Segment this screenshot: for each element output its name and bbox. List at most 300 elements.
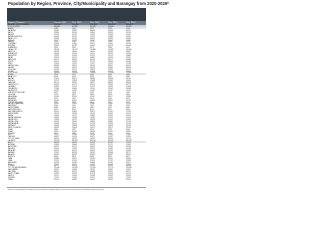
column-header: Census 2020 bbox=[54, 21, 67, 24]
row-value: 8,285 bbox=[126, 77, 130, 79]
row-name: SUDIPEN bbox=[8, 178, 15, 180]
row-value: 64,280 bbox=[90, 166, 95, 168]
row-value: 41,084 bbox=[54, 119, 59, 121]
row-value: 128,383 bbox=[126, 168, 132, 170]
row-name: DUMALNEG bbox=[8, 48, 17, 50]
row-value: 11,605 bbox=[90, 104, 95, 106]
row-value: 8,157 bbox=[108, 110, 112, 112]
row-value: 33,164 bbox=[72, 32, 77, 34]
row-value: 62,445 bbox=[108, 85, 113, 87]
row-value: 30,721 bbox=[108, 59, 113, 61]
row-value: 12,900 bbox=[72, 44, 77, 46]
row-value: 10,394 bbox=[126, 40, 131, 42]
row-value: 33,061 bbox=[90, 180, 95, 181]
row-value: 17,421 bbox=[72, 63, 77, 65]
row-name: CANDON CITY bbox=[8, 85, 19, 87]
row-value: 39,527 bbox=[72, 65, 77, 67]
row-name: CURRIMAO bbox=[8, 44, 17, 46]
row-value: 13,286 bbox=[72, 114, 77, 116]
row-value: 84,469 bbox=[54, 154, 59, 156]
row-value: 5,076 bbox=[54, 92, 58, 94]
column-header: Proj. 2021 bbox=[72, 21, 82, 24]
row-name: CITY OF SAN FERNANDO bbox=[8, 168, 27, 170]
row-value: 26,824 bbox=[72, 112, 77, 114]
row-value: 5,167 bbox=[126, 133, 130, 135]
row-value: 7,460 bbox=[54, 106, 58, 108]
row-value: 38,792 bbox=[126, 79, 131, 81]
row-value: 33,345 bbox=[90, 32, 95, 34]
row-value: 26,360 bbox=[108, 67, 113, 69]
row-value: 39,254 bbox=[54, 172, 59, 174]
row-value: 34,227 bbox=[126, 30, 131, 32]
row-value: 7,623 bbox=[126, 106, 130, 108]
row-value: 25,573 bbox=[90, 56, 95, 57]
row-value: 622,900 bbox=[126, 26, 132, 28]
row-value: 19,683 bbox=[72, 170, 77, 172]
row-value: 1,775 bbox=[90, 42, 94, 44]
row-name: ROSARIO bbox=[8, 166, 16, 168]
row-value: 15,150 bbox=[126, 118, 131, 119]
row-value: 7,371 bbox=[72, 75, 76, 77]
row-value: 3,389 bbox=[108, 48, 112, 50]
row-value: 616,330 bbox=[90, 26, 96, 28]
row-value: 34,623 bbox=[108, 71, 113, 73]
row-name: ILOCOS SUR bbox=[8, 73, 18, 75]
row-value: 27,259 bbox=[126, 112, 131, 114]
row-value: 3,029 bbox=[108, 129, 112, 131]
row-value: 55,484 bbox=[54, 38, 59, 40]
row-value: 10,210 bbox=[108, 54, 113, 56]
row-value: 14,990 bbox=[90, 118, 95, 119]
row-name: TAGUDIN bbox=[8, 137, 15, 139]
row-value: 1,785 bbox=[108, 42, 112, 44]
row-value: 29,214 bbox=[90, 127, 95, 129]
row-value: 21,346 bbox=[108, 164, 113, 166]
row-value: 5,416 bbox=[90, 98, 94, 100]
row-value: 14,452 bbox=[54, 149, 59, 150]
row-value: 14,690 bbox=[108, 149, 113, 150]
row-value: 50,660 bbox=[72, 145, 77, 147]
row-value: 8,025 bbox=[54, 110, 58, 112]
row-name: BALAOAN bbox=[8, 150, 16, 152]
row-value: 19,916 bbox=[90, 125, 95, 127]
row-value: 7,542 bbox=[90, 106, 94, 108]
row-value: 20,467 bbox=[126, 36, 131, 38]
row-value: 3,045 bbox=[126, 129, 130, 131]
row-value: 713,815 bbox=[90, 73, 96, 75]
row-name: NUEVA ERA bbox=[8, 54, 17, 56]
row-value: 34,805 bbox=[126, 71, 131, 73]
row-value: 32,133 bbox=[126, 123, 131, 125]
row-value: 38,387 bbox=[72, 83, 77, 85]
row-value: 14,112 bbox=[54, 176, 59, 178]
row-value: 40,922 bbox=[54, 137, 59, 139]
row-value: 41,375 bbox=[90, 137, 95, 139]
row-value: 9,487 bbox=[126, 108, 130, 110]
row-value: 709,935 bbox=[72, 73, 78, 75]
row-value: 26,697 bbox=[72, 121, 77, 123]
row-value: 31,794 bbox=[90, 123, 95, 125]
row-value: 40,781 bbox=[108, 150, 113, 152]
row-value: 11,119 bbox=[108, 90, 113, 92]
row-value: 54,824 bbox=[108, 139, 113, 141]
row-value: 54,235 bbox=[72, 139, 77, 141]
row-value: 55,181 bbox=[108, 162, 113, 164]
column-header: Proj. 2023 bbox=[108, 21, 118, 24]
row-value: 38,804 bbox=[108, 83, 113, 85]
row-value: 5,383,904 bbox=[90, 25, 97, 26]
row-value: 54,588 bbox=[72, 162, 77, 164]
row-value: 15,019 bbox=[54, 34, 59, 36]
row-value: 14,772 bbox=[72, 116, 77, 118]
row-value: 13,502 bbox=[126, 114, 131, 116]
row-value: 37,119 bbox=[54, 160, 59, 162]
row-value: 12,215 bbox=[54, 135, 59, 137]
row-value: 31,446 bbox=[54, 123, 59, 125]
row-name: TUBAO bbox=[8, 180, 14, 181]
row-value: 7,490 bbox=[126, 75, 130, 77]
row-value: 37,529 bbox=[90, 160, 95, 162]
row-value: 612,980 bbox=[72, 26, 78, 28]
row-value: 41,538 bbox=[90, 119, 95, 121]
row-value: 13,431 bbox=[108, 114, 113, 116]
row-value: 20,990 bbox=[54, 87, 59, 88]
row-value: 23,138 bbox=[90, 158, 95, 160]
row-value: 10,044 bbox=[54, 54, 59, 56]
row-value: 32,700 bbox=[54, 180, 59, 181]
row-value: 22,600 bbox=[72, 61, 77, 63]
row-value: 66,395 bbox=[72, 143, 77, 145]
row-value: 67,116 bbox=[108, 143, 113, 145]
row-value: 13,359 bbox=[90, 114, 95, 116]
row-value: 66,028 bbox=[54, 143, 59, 145]
row-value: 5,425,108 bbox=[108, 25, 115, 26]
row-value: 37,930 bbox=[126, 160, 131, 162]
row-value: 55,113 bbox=[126, 139, 131, 141]
row-name: SANTO DOMINGO bbox=[8, 127, 22, 129]
row-value: 41,597 bbox=[108, 137, 113, 139]
row-value: 14,268 bbox=[90, 176, 95, 178]
row-name: BADOC bbox=[8, 32, 14, 34]
row-value: 5,057 bbox=[54, 133, 58, 135]
row-value: 24,845 bbox=[90, 57, 95, 59]
row-value: 609,588 bbox=[54, 26, 60, 28]
row-value: 11,542 bbox=[72, 104, 77, 106]
row-value: 23,012 bbox=[72, 158, 77, 160]
row-value: 14,612 bbox=[90, 149, 95, 150]
row-value: 114,090 bbox=[126, 50, 132, 52]
row-value: 39,565 bbox=[54, 46, 59, 48]
row-value: 31,843 bbox=[126, 96, 131, 98]
row-value: 39,688 bbox=[90, 172, 95, 174]
row-value: 2,223 bbox=[108, 28, 112, 30]
row-value: 63,930 bbox=[72, 166, 77, 168]
row-value: 54,886 bbox=[90, 162, 95, 164]
row-value: 44,775 bbox=[72, 147, 77, 149]
row-value: 619,640 bbox=[108, 26, 114, 28]
row-value: 3,334 bbox=[54, 48, 58, 50]
row-value: 40,111 bbox=[126, 172, 131, 174]
row-value: 17,262 bbox=[72, 178, 77, 180]
row-value: 5,113 bbox=[90, 133, 94, 135]
row-name: ALILEM bbox=[8, 75, 14, 77]
row-value: 18,242 bbox=[108, 88, 113, 90]
row-name: LAOAG CITY bbox=[8, 50, 18, 52]
row-value: 14,908 bbox=[72, 118, 77, 119]
row-value: 39,472 bbox=[72, 172, 77, 174]
row-value: 38,771 bbox=[126, 152, 131, 154]
row-value: 56,399 bbox=[108, 38, 113, 40]
row-value: 26,676 bbox=[54, 112, 59, 114]
row-value: 15,347 bbox=[126, 34, 131, 36]
row-value: 40,429 bbox=[126, 46, 131, 48]
row-value: 9,399 bbox=[72, 102, 76, 104]
row-value: 64,625 bbox=[108, 166, 113, 168]
row-value: 26,357 bbox=[54, 131, 59, 133]
document-title: Population by Region, Province, City/Municipality and Barangay from 2020-2025* bbox=[8, 1, 169, 6]
row-value: 32,980 bbox=[54, 32, 59, 34]
row-value: 30,556 bbox=[90, 59, 95, 61]
row-value: 10,939 bbox=[54, 90, 59, 92]
row-value: 4,900 bbox=[126, 94, 130, 96]
row-name: BURGOS bbox=[8, 40, 15, 42]
row-value: 39,957 bbox=[108, 65, 113, 67]
row-value: 41,761 bbox=[108, 119, 113, 121]
row-value: 9,387 bbox=[90, 108, 94, 110]
row-value: 21,222 bbox=[90, 87, 95, 88]
row-value: 9,336 bbox=[72, 108, 76, 110]
row-value: 9,501 bbox=[108, 102, 112, 104]
row-value: 40,996 bbox=[126, 150, 131, 152]
row-value: 66,758 bbox=[90, 143, 95, 145]
row-value: 26,648 bbox=[90, 131, 95, 133]
row-name: SANTA CATALINA bbox=[8, 118, 21, 119]
row-value: 40,343 bbox=[72, 150, 77, 152]
row-name: AGOO bbox=[8, 143, 13, 145]
row-value: 14,768 bbox=[126, 149, 131, 150]
row-value: 26,791 bbox=[108, 131, 113, 133]
row-value: 10,263 bbox=[126, 54, 131, 56]
row-name: BURGOS bbox=[8, 156, 15, 158]
row-value: 8,153 bbox=[72, 77, 76, 79]
row-value: 41,981 bbox=[126, 119, 131, 121]
row-name: ADAMS bbox=[8, 28, 14, 30]
row-value: 31,507 bbox=[90, 96, 95, 98]
row-name: CABA bbox=[8, 158, 13, 160]
row-value: 15,185 bbox=[90, 34, 95, 36]
row-value: 31,621 bbox=[72, 123, 77, 125]
row-value: 12,283 bbox=[72, 135, 77, 137]
row-value: 21,336 bbox=[108, 87, 113, 88]
row-value: 3,371 bbox=[90, 48, 94, 50]
row-value: 835,910 bbox=[108, 141, 114, 143]
row-value: 111,651 bbox=[54, 50, 60, 52]
row-value: 26,127 bbox=[126, 69, 131, 71]
row-name: CABUGAO bbox=[8, 83, 16, 85]
row-name: MARCOS bbox=[8, 52, 15, 54]
row-value: 126,339 bbox=[72, 168, 78, 170]
row-value: 5,466,035 bbox=[126, 25, 133, 26]
row-value: 14,826 bbox=[54, 118, 59, 119]
row-name: BURGOS bbox=[8, 81, 15, 83]
column-header: Region / Province bbox=[8, 21, 25, 24]
row-value: 10,229 bbox=[72, 40, 77, 42]
table-banner bbox=[7, 8, 146, 21]
row-name: BACNOTAN bbox=[8, 147, 17, 149]
row-value: 85,403 bbox=[90, 154, 95, 156]
row-value: 18,338 bbox=[126, 88, 131, 90]
row-value: 33,700 bbox=[126, 32, 131, 34]
row-name: SAN ILDEFONSO bbox=[8, 110, 21, 112]
row-value: 8,294 bbox=[54, 156, 58, 158]
row-value: 13,109 bbox=[126, 44, 131, 46]
row-value: 34,438 bbox=[90, 71, 95, 73]
row-value: 47,194 bbox=[126, 100, 131, 102]
row-value: 5,187 bbox=[126, 92, 130, 94]
row-value: 2,980 bbox=[54, 129, 58, 131]
row-value: 38,597 bbox=[90, 83, 95, 85]
row-value: 3,013 bbox=[90, 129, 94, 131]
row-name: SIGAY bbox=[8, 129, 13, 131]
row-value: 8,431 bbox=[108, 156, 112, 158]
row-value: 7,330 bbox=[54, 75, 58, 77]
row-value: 24,710 bbox=[72, 57, 77, 59]
row-name: CERVANTES bbox=[8, 88, 18, 90]
row-value: 113,493 bbox=[108, 50, 114, 52]
row-name: SAN EMILIO bbox=[8, 106, 17, 108]
row-value: 41,816 bbox=[126, 137, 131, 139]
row-value: 5,387 bbox=[72, 98, 76, 100]
row-value: 17,325 bbox=[54, 63, 59, 65]
row-value: 2,997 bbox=[72, 129, 76, 131]
row-value: 112,273 bbox=[72, 50, 78, 52]
row-value: 5,474 bbox=[126, 98, 130, 100]
row-name: LUNA bbox=[8, 160, 13, 162]
row-value: 19,790 bbox=[90, 170, 95, 172]
row-value: 10,100 bbox=[72, 54, 77, 56]
row-value: 84,939 bbox=[72, 154, 77, 156]
row-value: 9,551 bbox=[126, 102, 130, 104]
row-value: 86,314 bbox=[126, 154, 131, 156]
row-value: 22,724 bbox=[90, 61, 95, 63]
row-value: 19,808 bbox=[72, 125, 77, 127]
row-name: PASUQUIN bbox=[8, 59, 16, 61]
row-value: 50,937 bbox=[90, 145, 95, 147]
row-value: 17,542 bbox=[126, 178, 131, 180]
row-value: 25,932 bbox=[54, 67, 59, 69]
row-value: 20,030 bbox=[54, 36, 59, 38]
row-value: 37,942 bbox=[54, 152, 59, 154]
row-value: 10,340 bbox=[108, 40, 113, 42]
row-value: 39,785 bbox=[72, 46, 77, 48]
row-name: SANTA MARIA bbox=[8, 123, 19, 125]
row-value: 822,352 bbox=[54, 141, 60, 143]
row-value: 19,897 bbox=[108, 170, 113, 172]
row-value: 125,640 bbox=[54, 168, 60, 170]
row-value: 11,728 bbox=[126, 104, 131, 106]
row-value: 33,496 bbox=[54, 30, 59, 32]
row-value: 33,414 bbox=[126, 180, 131, 181]
row-name: SAN NICOLAS bbox=[8, 65, 19, 67]
row-value: 8,198 bbox=[90, 77, 94, 79]
row-value: 45,019 bbox=[90, 147, 95, 149]
row-value: 33,239 bbox=[108, 180, 113, 181]
row-value: 25,991 bbox=[108, 69, 113, 71]
row-value: 8,475 bbox=[126, 156, 130, 158]
row-name: BAUANG bbox=[8, 154, 15, 156]
row-name: SAN JUAN (LAPOG) bbox=[8, 112, 23, 114]
row-value: 34,251 bbox=[72, 71, 77, 73]
row-value: 37,731 bbox=[108, 160, 113, 162]
row-name: REGION I - ILOCOS REGION bbox=[8, 25, 29, 26]
row-value: 2,234 bbox=[126, 28, 130, 30]
row-name: SANTA CRUZ bbox=[8, 119, 18, 121]
row-value: 19,698 bbox=[54, 125, 59, 127]
row-name: CARASI bbox=[8, 42, 14, 44]
row-value: 44,527 bbox=[54, 147, 59, 149]
row-value: 31,163 bbox=[54, 96, 59, 98]
row-value: 34,061 bbox=[54, 71, 59, 73]
row-value: 33,866 bbox=[90, 30, 95, 32]
row-value: 20,001 bbox=[126, 170, 131, 172]
row-name: CITY OF VIGAN bbox=[8, 139, 20, 141]
row-value: 10,284 bbox=[90, 40, 95, 42]
row-value: 12,350 bbox=[90, 135, 95, 137]
row-name: SANTA bbox=[8, 116, 14, 118]
row-value: 8,200 bbox=[126, 110, 130, 112]
row-value: 9,437 bbox=[108, 108, 112, 110]
row-name: SOLSONA bbox=[8, 69, 16, 71]
row-value: 5,132 bbox=[90, 92, 94, 94]
row-name: QUIRINO (ANGKAKI) bbox=[8, 102, 23, 104]
row-value: 7,451 bbox=[108, 75, 112, 77]
row-value: 25,434 bbox=[72, 56, 77, 57]
row-value: 5,357 bbox=[54, 98, 58, 100]
row-value: 37,325 bbox=[72, 160, 77, 162]
row-value: 11,000 bbox=[72, 90, 77, 92]
row-value: 7,411 bbox=[90, 75, 94, 77]
row-value: 62,111 bbox=[90, 85, 95, 87]
row-value: 18,637 bbox=[126, 52, 131, 54]
row-value: 30,390 bbox=[72, 59, 77, 61]
row-value: 18,046 bbox=[72, 88, 77, 90]
row-name: GREGORIO DEL PILAR bbox=[8, 92, 25, 94]
row-name: SAN ESTEBAN bbox=[8, 108, 19, 110]
population-table bbox=[7, 8, 146, 182]
row-value: 41,276 bbox=[90, 174, 95, 176]
row-value: 5,445 bbox=[108, 98, 112, 100]
row-value: 14,420 bbox=[126, 176, 131, 178]
row-value: 127,029 bbox=[90, 168, 96, 170]
row-value: 17,357 bbox=[90, 178, 95, 180]
row-value: 15,011 bbox=[126, 116, 131, 118]
row-name: SALCEDO (BAUGEN) bbox=[8, 104, 24, 106]
row-value: 30,882 bbox=[126, 59, 131, 61]
row-value: 8,114 bbox=[90, 110, 94, 112]
row-value: 1,766 bbox=[72, 42, 76, 44]
row-value: 50,380 bbox=[54, 145, 59, 147]
row-value: 12,962 bbox=[108, 81, 113, 83]
row-value: 21,000 bbox=[54, 164, 59, 166]
row-value: 4,874 bbox=[108, 94, 112, 96]
row-value: 25,569 bbox=[54, 69, 59, 71]
row-name: NARVACAN bbox=[8, 100, 17, 102]
row-name: SARRAT bbox=[8, 67, 15, 69]
row-value: 18,540 bbox=[108, 52, 113, 54]
row-value: 20,360 bbox=[108, 36, 113, 38]
row-value: 51,480 bbox=[126, 145, 131, 147]
row-name: CAOAYAN bbox=[8, 87, 16, 88]
